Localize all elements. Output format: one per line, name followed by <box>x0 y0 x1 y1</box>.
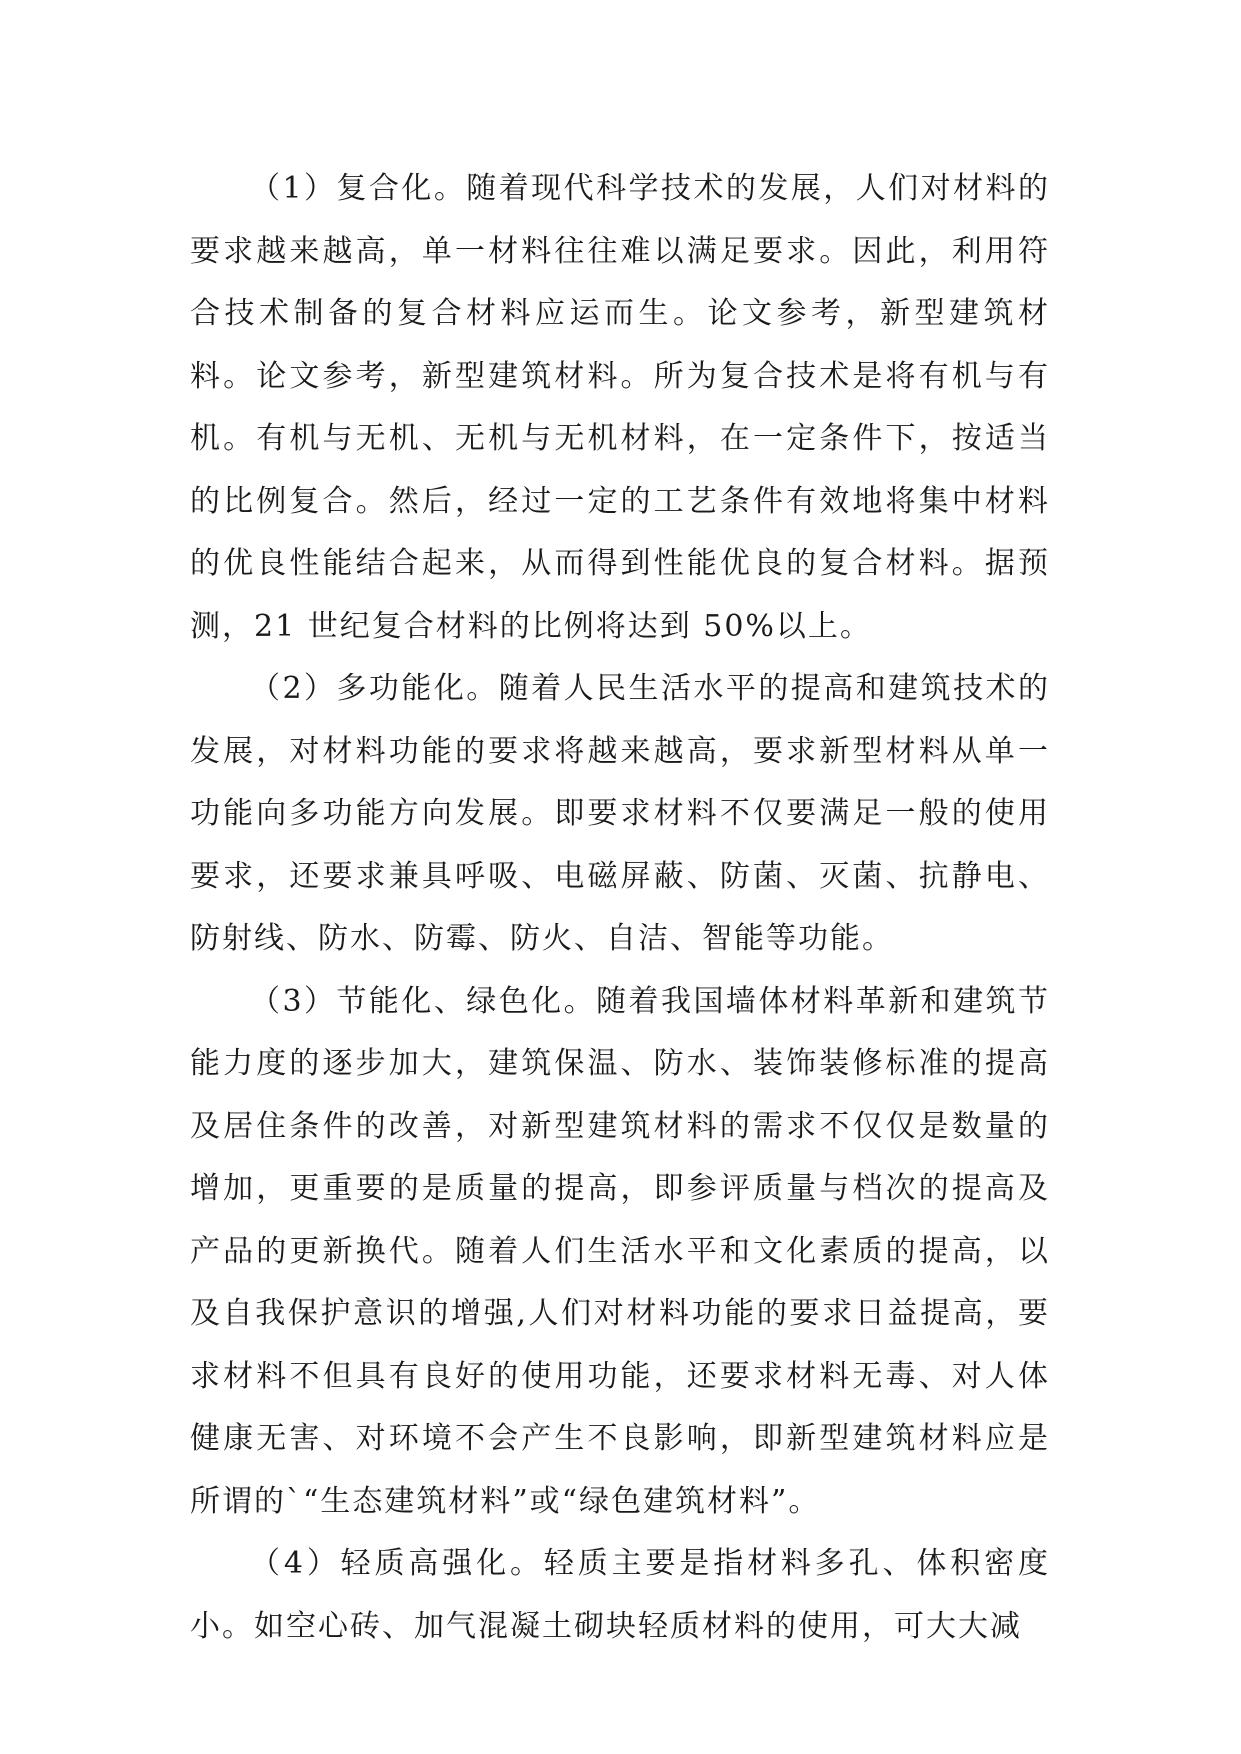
paragraph-composite: （1）复合化。随着现代科学技术的发展，人们对材料的要求越来越高，单一材料往往难以满足要求。因此，利用符合技术制备的复合材料应运而生。论文参考，新型建筑材料。论文参考，新型建筑材料。所为复合技术是将有机与有机。有机与无机、无机与无机材料，在一定条件下，按适当的比例复合。然后，经过一定的工艺条件有效地将集中材料的优良性能结合起来，从而得到性能优良的复合材料。据预测，21 世纪复合材料的比例将达到 50%以上。 <box>190 171 1050 644</box>
paragraph-lightweight-high-strength: （4）轻质高强化。轻质主要是指材料多孔、体积密度小。如空心砖、加气混凝土砌块轻质材料的使用，可大大减 <box>190 1546 1050 1644</box>
paragraph-energy-saving-green: （3）节能化、绿色化。随着我国墙体材料革新和建筑节能力度的逐步加大，建筑保温、防水、装饰装修标准的提高及居住条件的改善，对新型建筑材料的需求不仅仅是数量的增加，更重要的是质量的提高，即参评质量与档次的提高及产品的更新换代。随着人们生活水平和文化素质的提高，以及自我保护意识的增强,人们对材料功能的要求日益提高，要求材料不但具有良好的使用功能，还要求材料无毒、对人体健康无害、对环境不会产生不良影响，即新型建筑材料应是所谓的`“生态建筑材料”或“绿色建筑材料”。 <box>190 983 1050 1519</box>
document-body <box>190 158 1050 1658</box>
paragraph-multifunctional: （2）多功能化。随着人民生活水平的提高和建筑技术的发展，对材料功能的要求将越来越高，要求新型材料从单一功能向多功能方向发展。即要求材料不仅要满足一般的使用要求，还要求兼具呼吸、电磁屏蔽、防菌、灭菌、抗静电、防射线、防水、防霉、防火、自洁、智能等功能。 <box>190 671 1050 956</box>
